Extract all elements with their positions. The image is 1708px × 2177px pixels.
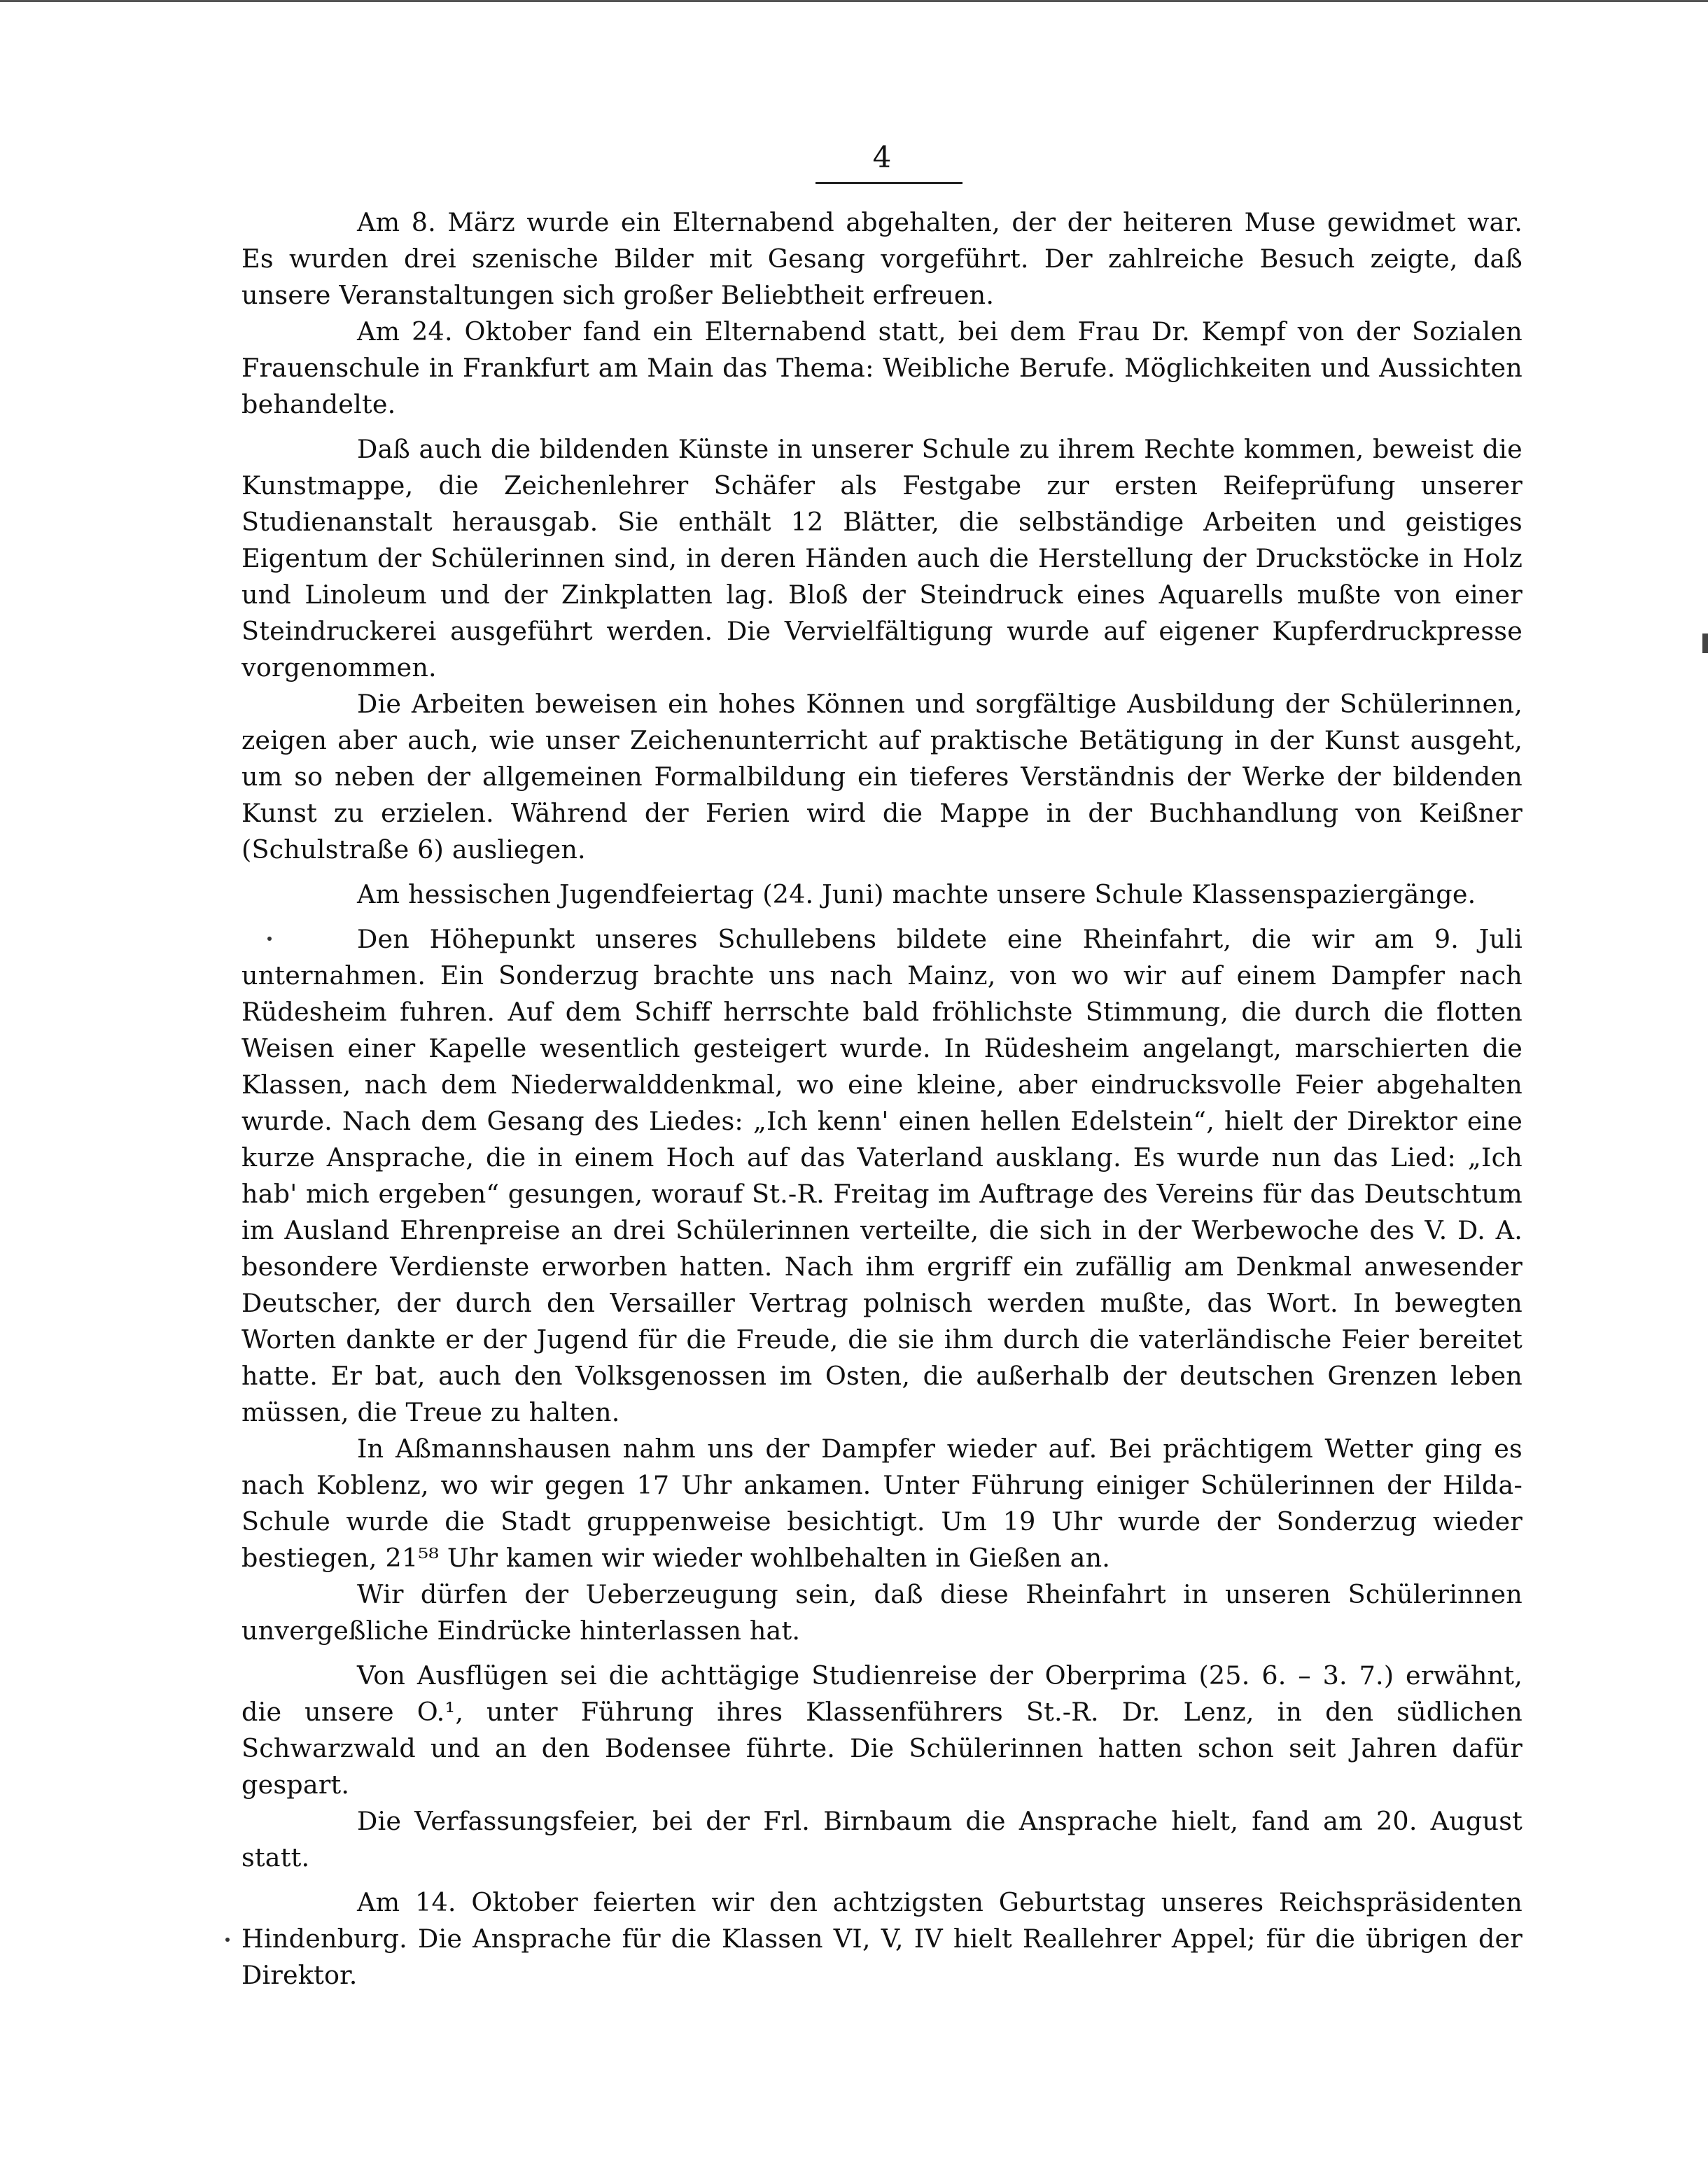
paragraph-impressions: Wir dürfen der Ueberzeugung sein, daß diese Rheinfahrt in unseren Schülerinnen unvergeßliche Eindrücke hinterlassen hat. bbox=[241, 1579, 1522, 1646]
paragraph-youth-holiday: Am hessischen Jugendfeiertag (24. Juni) machte unsere Schule Klassenspaziergänge. bbox=[357, 879, 1476, 909]
stray-dot-mark bbox=[267, 937, 272, 941]
paragraph-hindenburg-birthday: Am 14. Oktober feierten wir den achtzigsten Geburtstag unseres Reichspräsidenten Hindenburg. Die Ansprache für die Klassen VI, V, IV hielt Reallehrer Appel; für die übrigen der Direktor. bbox=[241, 1887, 1522, 1990]
paragraph-parents-evening-march: Am 8. März wurde ein Elternabend abgehalten, der der heiteren Muse gewidmet war. Es wurden drei szenische Bilder mit Gesang vorgeführt. Der zahlreiche Besuch zeigte, daß unsere Veranstaltungen sich großer Beliebtheit erfreuen. bbox=[241, 207, 1522, 310]
paragraph-parents-evening-october: Am 24. Oktober fand ein Elternabend statt, bei dem Frau Dr. Kempf von der Sozialen Frauenschule in Frankfurt am Main das Thema: Weibliche Berufe. Möglichkeiten und Aussichten behandelte. bbox=[241, 316, 1522, 419]
paragraph-art-works: Die Arbeiten beweisen ein hohes Können und sorgfältige Ausbildung der Schülerinnen, zeigen aber auch, wie unser Zeichenunterricht auf praktische Betätigung in der Kunst ausgeht, um so neben der allgemeinen Formalbildung ein tieferes Verständnis der Werke der bildenden Kunst zu erzielen. Während der Ferien wird die Mappe in der Buchhandlung von Keißner (Schulstraße 6) ausliegen. bbox=[241, 689, 1522, 864]
page-top-edge bbox=[0, 0, 1708, 2]
page-number-rule bbox=[816, 182, 962, 184]
paragraph-rhine-trip: Den Höhepunkt unseres Schullebens bildete eine Rheinfahrt, die wir am 9. Juli unternahmen. Ein Sonderzug brachte uns nach Mainz, von wo wir auf einem Dampfer nach Rüdesheim fuhren. Auf dem Schiff herrschte bald fröhlichste Stimmung, die durch die flotten Weisen einer Kapelle wesentlich gesteigert wurde. In Rüdesheim angelangt, marschierten die Klassen, nach dem Niederwalddenkmal, wo eine kleine, aber eindrucksvolle Feier abgehalten wurde. Nach dem Gesang des Liedes: „Ich kenn' einen hellen Edelstein“, hielt der Direktor eine kurze Ansprache, die in einem Hoch auf das Vaterland ausklang. Es wurde nun das Lied: „Ich hab' mich ergeben“ gesungen, worauf St.-R. Freitag im Auftrage des Vereins für das Deutschtum im Ausland Ehrenpreise an drei Schülerinnen verteilte, die sich in der Werbewoche des V. D. A. besondere Verdienste erworben hatten. Nach ihm ergriff ein zufällig am Denkmal anwesender Deutscher, der durch den Versailler Vertrag polnisch werden mußte, das Wort. In bewegten Worten dankte er der Jugend für die Freude, die sie ihm durch die vaterländische Feier bereitet hatte. Er bat, auch den Volksgenossen im Osten, die außerhalb der deutschen Grenzen leben müssen, die Treue zu halten. bbox=[241, 924, 1522, 1427]
scan-edge-mark bbox=[1702, 634, 1708, 653]
paragraph-study-trip: Von Ausflügen sei die achttägige Studienreise der Oberprima (25. 6. – 3. 7.) erwähnt, die unsere O.¹, unter Führung ihres Klassenführers St.-R. Dr. Lenz, in den südlichen Schwarzwald und an den Bodensee führte. Die Schülerinnen hatten schon seit Jahren dafür gespart. bbox=[241, 1660, 1522, 1800]
stray-dot-mark-bottom bbox=[225, 1938, 230, 1942]
page-number: 4 bbox=[872, 140, 892, 174]
paragraph-constitution-day: Die Verfassungsfeier, bei der Frl. Birnbaum die Ansprache hielt, fand am 20. August statt. bbox=[241, 1806, 1522, 1872]
body-text bbox=[241, 204, 1522, 1994]
paragraph-art-portfolio: Daß auch die bildenden Künste in unserer Schule zu ihrem Rechte kommen, beweist die Kunstmappe, die Zeichenlehrer Schäfer als Festgabe zur ersten Reifeprüfung unserer Studienanstalt herausgab. Sie enthält 12 Blätter, die selbständige Arbeiten und geistiges Eigentum der Schülerinnen sind, in deren Händen auch die Herstellung der Druckstöcke in Holz und Linoleum und der Zinkplatten lag. Bloß der Steindruck eines Aquarells mußte von einer Steindruckerei ausgeführt werden. Die Vervielfältigung wurde auf eigener Kupferdruckpresse vorgenommen. bbox=[241, 434, 1522, 682]
paragraph-koblenz: In Aßmannshausen nahm uns der Dampfer wieder auf. Bei prächtigem Wetter ging es nach Koblenz, wo wir gegen 17 Uhr ankamen. Unter Führung einiger Schülerinnen der Hilda-Schule wurde die Stadt gruppenweise besichtigt. Um 19 Uhr wurde der Sonderzug wieder bestiegen, 21⁵⁸ Uhr kamen wir wieder wohlbehalten in Gießen an. bbox=[241, 1434, 1522, 1573]
